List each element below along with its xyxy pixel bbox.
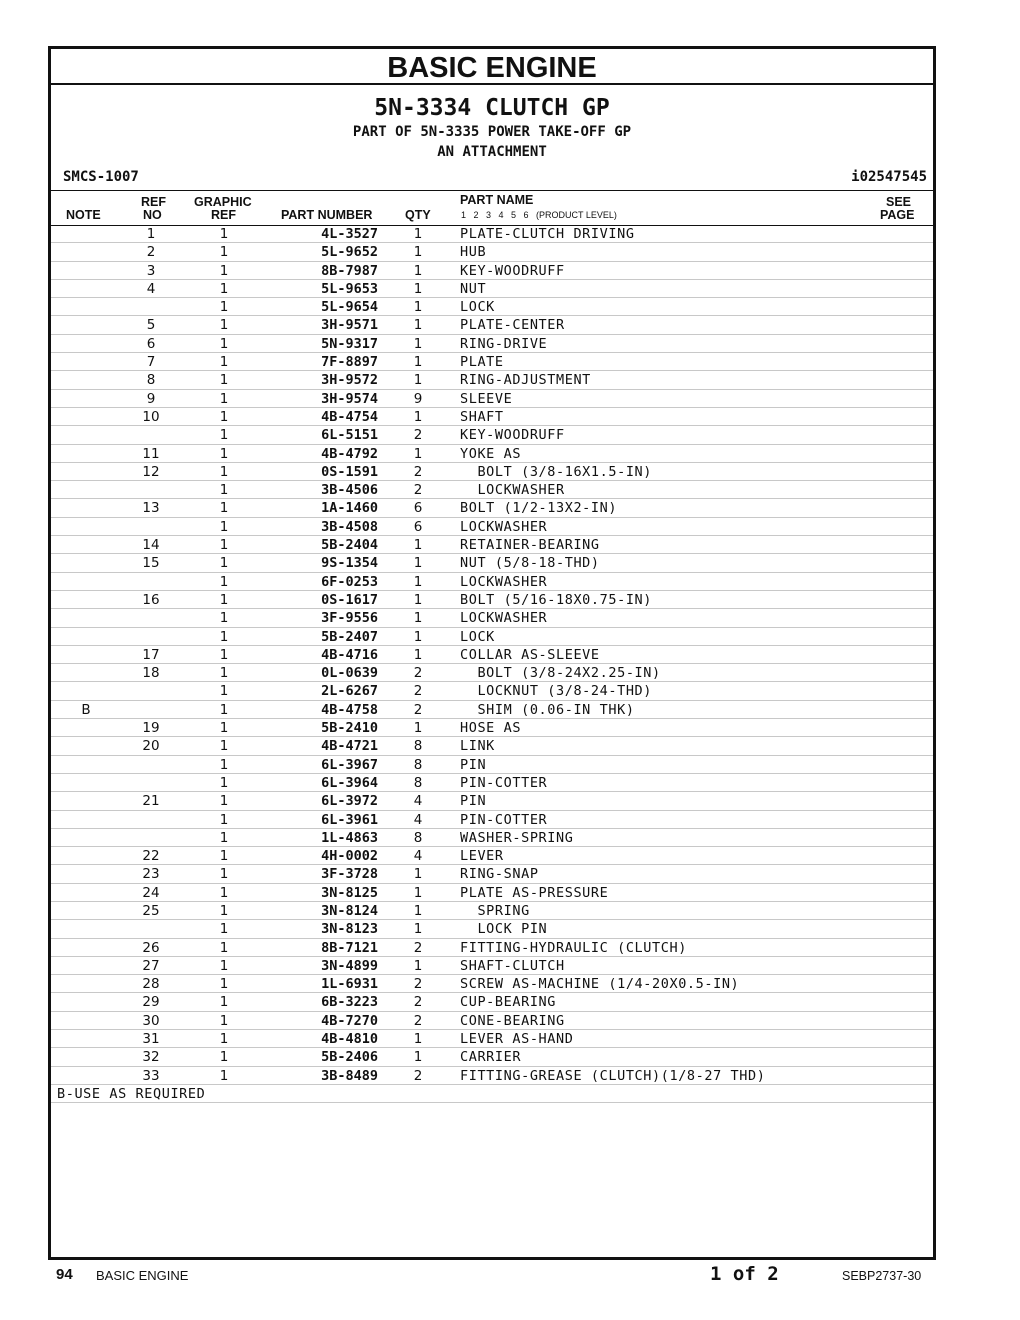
table-row [51,225,933,243]
qty-cell: 1 [413,1031,423,1048]
graphic-ref-cell: 1 [219,408,229,425]
part-name-cell: LOCKWASHER [460,573,548,590]
part-name-cell: RING-ADJUSTMENT [460,372,591,389]
qty-cell: 2 [413,1067,423,1084]
part-name-cell: KEY-WOODRUFF [460,427,565,444]
ref-no-cell: 18 [142,665,160,682]
graphic-ref-cell: 1 [219,866,229,883]
part-name-cell: RING-SNAP [460,866,539,883]
part-name-cell: NUT (5/8-18-THD) [460,555,600,572]
ref-no-cell: 28 [142,976,160,993]
graphic-ref-cell: 1 [219,518,229,535]
part-number-cell: 1L-6931 [321,976,378,993]
parts-table-body [51,225,933,1103]
part-name-cell: PLATE [460,354,504,371]
table-row [51,774,933,792]
part-number-cell: 6B-3223 [321,994,378,1011]
table-row [51,335,933,353]
table-row [51,1048,933,1066]
table-row [51,920,933,938]
qty-cell: 1 [413,628,423,645]
graphic-ref-cell: 1 [219,921,229,938]
table-row [51,408,933,426]
qty-cell: 8 [413,829,423,846]
table-row [51,371,933,389]
part-name-cell: LOCKNUT (3/8-24-THD) [460,683,653,700]
ref-no-cell: 31 [142,1031,160,1048]
graphic-ref-cell: 1 [219,665,229,682]
part-name-cell: CARRIER [460,1049,522,1066]
part-name-cell: PIN [460,756,487,773]
part-name-cell: RING-DRIVE [460,335,548,352]
header-product-levels: 1 2 3 4 5 6 (PRODUCT LEVEL) [461,210,617,220]
graphic-ref-cell: 1 [219,1012,229,1029]
graphic-ref-cell: 1 [219,756,229,773]
part-name-cell: BOLT (5/16-18X0.75-IN) [460,591,653,608]
part-name-cell: PLATE-CLUTCH DRIVING [460,226,635,242]
table-row [51,811,933,829]
ref-no-cell: 21 [142,793,160,810]
part-number-cell: 4H-0002 [321,848,378,865]
part-number-cell: 6L-3961 [321,811,378,828]
graphic-ref-cell: 1 [219,646,229,663]
qty-cell: 4 [413,793,423,810]
qty-cell: 2 [413,1012,423,1029]
header-see-bottom: PAGE [880,208,915,222]
table-row [51,829,933,847]
header-part-number: PART NUMBER [281,208,373,222]
graphic-ref-cell: 1 [219,482,229,499]
qty-cell: 2 [413,701,423,718]
header-ref-bottom: NO [143,208,162,222]
graphic-ref-cell: 1 [219,573,229,590]
ref-no-cell: 32 [142,1049,160,1066]
graphic-ref-cell: 1 [219,683,229,700]
qty-cell: 1 [413,335,423,352]
ref-no-cell: 2 [146,244,156,261]
table-row [51,957,933,975]
table-row [51,316,933,334]
table-row [51,993,933,1011]
graphic-ref-cell: 1 [219,829,229,846]
footnote: B-USE AS REQUIRED [57,1085,206,1102]
qty-cell: 2 [413,976,423,993]
qty-cell: 1 [413,1049,423,1066]
part-name-cell: NUT [460,280,487,297]
illustration-id: i02547545 [851,169,927,185]
part-number-cell: 2L-6267 [321,683,378,700]
part-number-cell: 0L-0639 [321,665,378,682]
part-name-cell: SHAFT-CLUTCH [460,957,565,974]
table-row [51,756,933,774]
part-number-cell: 7F-8897 [321,354,378,371]
ref-no-cell: 9 [146,390,156,407]
header-qty: QTY [405,208,431,222]
subtitle-attachment: AN ATTACHMENT [437,144,547,160]
footer-page-number: 94 [56,1266,73,1283]
graphic-ref-cell: 1 [219,811,229,828]
qty-cell: 4 [413,811,423,828]
part-name-cell: BOLT (3/8-24X2.25-IN) [460,665,661,682]
part-number-cell: 8B-7987 [321,262,378,279]
qty-cell: 4 [413,848,423,865]
qty-cell: 1 [413,244,423,261]
footer-section: BASIC ENGINE [96,1268,189,1283]
table-row [51,573,933,591]
graphic-ref-cell: 1 [219,445,229,462]
ref-no-cell: 10 [142,408,160,425]
ref-no-cell: 27 [142,957,160,974]
table-row [51,518,933,536]
section-title: BASIC ENGINE [51,49,933,85]
qty-cell: 1 [413,610,423,627]
qty-cell: 2 [413,939,423,956]
part-name-cell: RETAINER-BEARING [460,537,600,554]
part-name-cell: PIN-COTTER [460,811,548,828]
ref-no-cell: 23 [142,866,160,883]
part-name-cell: HUB [460,244,487,261]
part-name-cell: LINK [460,738,495,755]
part-number-cell: 0S-1617 [321,591,378,608]
graphic-ref-cell: 1 [219,976,229,993]
part-number-cell: 3N-8124 [321,902,378,919]
table-row [51,243,933,261]
part-number-cell: 5B-2404 [321,537,378,554]
ref-no-cell: 15 [142,555,160,572]
graphic-ref-cell: 1 [219,591,229,608]
ref-no-cell: 20 [142,738,160,755]
graphic-ref-cell: 1 [219,463,229,480]
graphic-ref-cell: 1 [219,354,229,371]
part-number-cell: 4B-4754 [321,408,378,425]
part-number-cell: 4L-3527 [321,226,378,242]
qty-cell: 2 [413,463,423,480]
qty-cell: 1 [413,591,423,608]
qty-cell: 1 [413,280,423,297]
qty-cell: 1 [413,317,423,334]
table-row [51,390,933,408]
part-name-cell: LOCK [460,299,495,316]
table-row [51,865,933,883]
qty-cell: 2 [413,665,423,682]
part-name-cell: CUP-BEARING [460,994,557,1011]
table-row [51,536,933,554]
part-number-cell: 3H-9574 [321,390,378,407]
graphic-ref-cell: 1 [219,939,229,956]
ref-no-cell: 4 [146,280,156,297]
graphic-ref-cell: 1 [219,628,229,645]
table-row [51,664,933,682]
header-see-top: SEE [886,195,912,209]
part-name-cell: BOLT (1/2-13X2-IN) [460,500,618,517]
header-note: NOTE [66,208,101,222]
part-name-cell: YOKE AS [460,445,522,462]
header-graphic-bottom: REF [211,208,236,222]
ref-no-cell: 12 [142,463,160,480]
note-cell: B [81,701,91,718]
table-row [51,1012,933,1030]
part-name-cell: WASHER-SPRING [460,829,574,846]
table-header [51,190,933,226]
graphic-ref-cell: 1 [219,884,229,901]
header-part-name: PART NAME [460,193,534,207]
ref-no-cell: 8 [146,372,156,389]
part-number-cell: 1A-1460 [321,500,378,517]
graphic-ref-cell: 1 [219,226,229,242]
qty-cell: 1 [413,884,423,901]
table-row [51,1030,933,1048]
qty-cell: 1 [413,866,423,883]
part-name-cell: FITTING-GREASE (CLUTCH)(1/8-27 THD) [460,1067,766,1084]
graphic-ref-cell: 1 [219,1067,229,1084]
part-number-cell: 6L-3972 [321,793,378,810]
ref-no-cell: 24 [142,884,160,901]
part-name-cell: CONE-BEARING [460,1012,565,1029]
graphic-ref-cell: 1 [219,610,229,627]
table-row [51,792,933,810]
qty-cell: 1 [413,646,423,663]
part-number-cell: 4B-4792 [321,445,378,462]
qty-cell: 1 [413,957,423,974]
graphic-ref-cell: 1 [219,738,229,755]
graphic-ref-cell: 1 [219,793,229,810]
part-number-cell: 8B-7121 [321,939,378,956]
part-number-cell: 5L-9652 [321,244,378,261]
part-number-cell: 4B-4758 [321,701,378,718]
table-row [51,628,933,646]
qty-cell: 2 [413,683,423,700]
qty-cell: 1 [413,921,423,938]
table-row [51,554,933,572]
part-number-cell: 3B-4508 [321,518,378,535]
part-number-cell: 3N-8123 [321,921,378,938]
part-name-cell: FITTING-HYDRAULIC (CLUTCH) [460,939,687,956]
part-name-cell: LEVER AS-HAND [460,1031,574,1048]
ref-no-cell: 1 [146,226,156,242]
graphic-ref-cell: 1 [219,957,229,974]
ref-no-cell: 7 [146,354,156,371]
qty-cell: 1 [413,902,423,919]
part-number-cell: 6L-3964 [321,774,378,791]
qty-cell: 9 [413,390,423,407]
part-name-cell: LOCKWASHER [460,610,548,627]
qty-cell: 6 [413,518,423,535]
part-number-cell: 6F-0253 [321,573,378,590]
graphic-ref-cell: 1 [219,994,229,1011]
table-row [51,737,933,755]
part-number-cell: 3H-9571 [321,317,378,334]
part-number-cell: 3N-4899 [321,957,378,974]
graphic-ref-cell: 1 [219,902,229,919]
ref-no-cell: 19 [142,720,160,737]
table-row [51,499,933,517]
ref-no-cell: 17 [142,646,160,663]
ref-no-cell: 22 [142,848,160,865]
part-name-cell: LOCKWASHER [460,482,565,499]
part-name-cell: COLLAR AS-SLEEVE [460,646,600,663]
table-row [51,298,933,316]
footer-doc-id: SEBP2737-30 [842,1269,922,1283]
table-row [51,682,933,700]
footnote-row [51,1085,933,1103]
part-number-cell: 6L-5151 [321,427,378,444]
graphic-ref-cell: 1 [219,500,229,517]
qty-cell: 8 [413,756,423,773]
part-name-cell: SCREW AS-MACHINE (1/4-20X0.5-IN) [460,976,740,993]
table-row [51,280,933,298]
part-number-cell: 0S-1591 [321,463,378,480]
part-name-cell: KEY-WOODRUFF [460,262,565,279]
qty-cell: 2 [413,427,423,444]
table-row [51,719,933,737]
qty-cell: 1 [413,537,423,554]
part-number-cell: 3F-3728 [321,866,378,883]
part-number-cell: 3H-9572 [321,372,378,389]
graphic-ref-cell: 1 [219,701,229,718]
graphic-ref-cell: 1 [219,262,229,279]
qty-cell: 1 [413,226,423,242]
ref-no-cell: 33 [142,1067,160,1084]
part-name-cell: PLATE-CENTER [460,317,565,334]
table-row [51,591,933,609]
part-number-cell: 4B-4716 [321,646,378,663]
part-number-cell: 1L-4863 [321,829,378,846]
part-name-cell: PIN-COTTER [460,774,548,791]
ref-no-cell: 13 [142,500,160,517]
qty-cell: 1 [413,408,423,425]
table-row [51,262,933,280]
table-row [51,847,933,865]
part-number-cell: 4B-7270 [321,1012,378,1029]
header-ref-top: REF [141,195,166,209]
graphic-ref-cell: 1 [219,848,229,865]
ref-no-cell: 16 [142,591,160,608]
part-number-cell: 5L-9653 [321,280,378,297]
graphic-ref-cell: 1 [219,335,229,352]
qty-cell: 2 [413,994,423,1011]
part-name-cell: SLEEVE [460,390,513,407]
qty-cell: 1 [413,299,423,316]
part-number-cell: 9S-1354 [321,555,378,572]
table-row [51,353,933,371]
graphic-ref-cell: 1 [219,1031,229,1048]
part-number-cell: 3B-8489 [321,1067,378,1084]
part-name-cell: SHIM (0.06-IN THK) [460,701,635,718]
qty-cell: 8 [413,738,423,755]
part-number-cell: 5N-9317 [321,335,378,352]
part-number-cell: 5B-2410 [321,720,378,737]
ref-no-cell: 14 [142,537,160,554]
table-row [51,902,933,920]
part-name-cell: PLATE AS-PRESSURE [460,884,609,901]
qty-cell: 1 [413,262,423,279]
ref-no-cell: 11 [142,445,160,462]
group-title: 5N-3334 CLUTCH GP [374,95,610,121]
qty-cell: 1 [413,720,423,737]
table-row [51,1067,933,1085]
ref-no-cell: 5 [146,317,156,334]
graphic-ref-cell: 1 [219,555,229,572]
qty-cell: 1 [413,372,423,389]
qty-cell: 1 [413,445,423,462]
table-row [51,646,933,664]
part-number-cell: 3N-8125 [321,884,378,901]
part-number-cell: 5B-2406 [321,1049,378,1066]
qty-cell: 6 [413,500,423,517]
part-name-cell: SPRING [460,902,530,919]
graphic-ref-cell: 1 [219,720,229,737]
qty-cell: 1 [413,573,423,590]
qty-cell: 8 [413,774,423,791]
part-number-cell: 3F-9556 [321,610,378,627]
table-row [51,701,933,719]
qty-cell: 1 [413,354,423,371]
table-row [51,463,933,481]
graphic-ref-cell: 1 [219,372,229,389]
footer-page-of: 1 of 2 [710,1263,779,1285]
part-name-cell: BOLT (3/8-16X1.5-IN) [460,463,653,480]
part-number-cell: 4B-4810 [321,1031,378,1048]
part-name-cell: LEVER [460,848,504,865]
graphic-ref-cell: 1 [219,244,229,261]
header-graphic-top: GRAPHIC [194,195,252,209]
part-name-cell: LOCK PIN [460,921,548,938]
part-name-cell: HOSE AS [460,720,522,737]
ref-no-cell: 3 [146,262,156,279]
parts-list-frame [48,46,936,1260]
qty-cell: 1 [413,555,423,572]
part-number-cell: 5L-9654 [321,299,378,316]
graphic-ref-cell: 1 [219,774,229,791]
ref-no-cell: 6 [146,335,156,352]
part-name-cell: SHAFT [460,408,504,425]
graphic-ref-cell: 1 [219,1049,229,1066]
part-number-cell: 5B-2407 [321,628,378,645]
part-number-cell: 3B-4506 [321,482,378,499]
part-name-cell: PIN [460,793,487,810]
ref-no-cell: 26 [142,939,160,956]
part-name-cell: LOCKWASHER [460,518,548,535]
part-name-cell: LOCK [460,628,495,645]
graphic-ref-cell: 1 [219,317,229,334]
ref-no-cell: 29 [142,994,160,1011]
ref-no-cell: 25 [142,902,160,919]
graphic-ref-cell: 1 [219,299,229,316]
graphic-ref-cell: 1 [219,427,229,444]
subtitle-part-of: PART OF 5N-3335 POWER TAKE-OFF GP [352,124,632,140]
graphic-ref-cell: 1 [219,390,229,407]
table-row [51,884,933,902]
table-row [51,939,933,957]
table-row [51,426,933,444]
part-number-cell: 4B-4721 [321,738,378,755]
part-number-cell: 6L-3967 [321,756,378,773]
smcs-code: SMCS-1007 [63,169,139,185]
table-row [51,481,933,499]
table-row [51,445,933,463]
graphic-ref-cell: 1 [219,537,229,554]
ref-no-cell: 30 [142,1012,160,1029]
graphic-ref-cell: 1 [219,280,229,297]
table-row [51,975,933,993]
table-row [51,609,933,627]
qty-cell: 2 [413,482,423,499]
